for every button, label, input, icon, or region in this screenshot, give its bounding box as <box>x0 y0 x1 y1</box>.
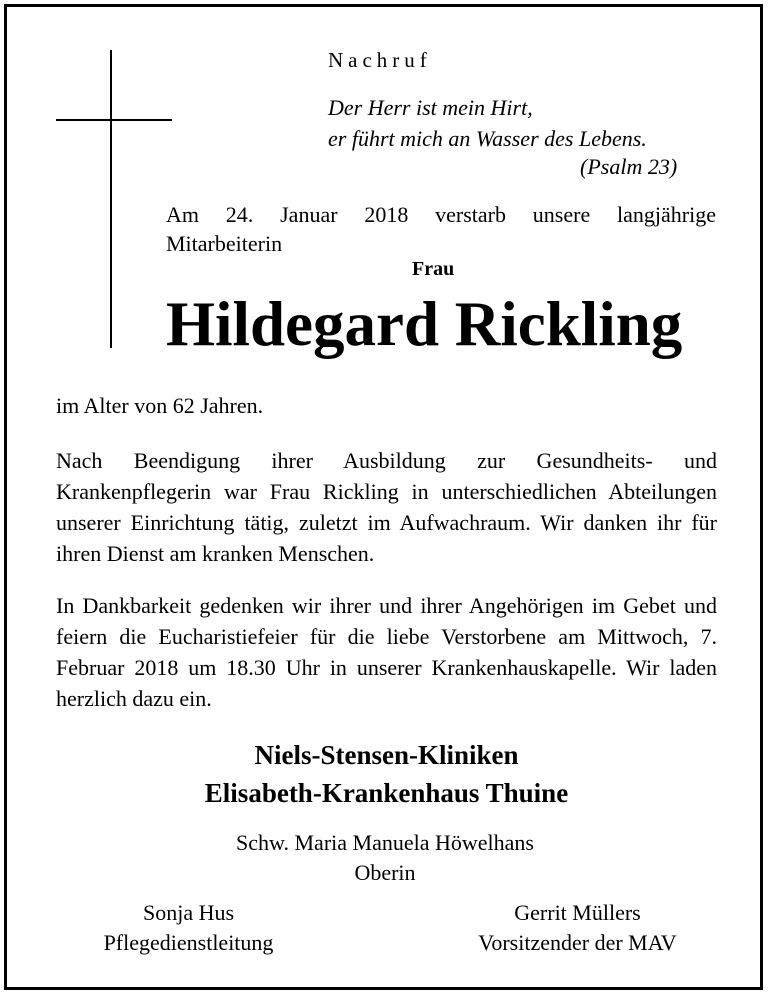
notice-heading: Nachruf <box>328 48 432 72</box>
signature-right-role: Vorsitzender der MAV <box>478 930 677 955</box>
age-line: im Alter von 62 Jahren. <box>56 393 264 418</box>
signature-left-role: Pflegedienstleitung <box>103 930 274 955</box>
intro-line-1: Am 24. Januar 2018 verstarb unsere langjährige <box>166 202 716 227</box>
signature-left-name: Sonja Hus <box>142 900 235 925</box>
signature-main-name: Schw. Maria Manuela Höwelhans <box>236 830 534 855</box>
psalm-line-1: Der Herr ist mein Hirt, <box>328 95 533 120</box>
organization-name: Niels-Stensen-Kliniken <box>254 740 519 770</box>
psalm-reference: (Psalm 23) <box>580 154 678 179</box>
service-paragraph: In Dankbarkeit gedenken wir ihrer und ihrer Angehörigen im Gebet und feiern die Eucharistiefeier für die liebe Verstorbene am Mittwoch, 7. Februar 2018 um 18.30 Uhr in unserer Krankenhauskapelle. Wir laden herzlich dazu ein. <box>56 593 717 711</box>
cross-icon-horizontal <box>56 119 172 121</box>
hospital-name: Elisabeth-Krankenhaus Thuine <box>204 778 569 808</box>
signature-left <box>56 898 321 958</box>
intro-line-2: Mitarbeiterin <box>166 231 283 256</box>
signature-right-name: Gerrit Müllers <box>514 900 641 925</box>
psalm-line-2: er führt mich an Wasser des Lebens. <box>328 126 647 151</box>
signature-main <box>210 828 560 888</box>
cross-icon-vertical <box>110 50 112 348</box>
signature-main-role: Oberin <box>354 860 416 885</box>
deceased-name: Hildegard Rickling <box>166 289 683 359</box>
career-paragraph: Nach Beendigung ihrer Ausbildung zur Gesundheits- und Krankenpflegerin war Frau Rickling in unterschiedlichen Abteilungen unserer Einrichtung tätig, zuletzt im Aufwachraum. Wir danken ihr für ihren Dienst am kranken Menschen. <box>56 448 717 566</box>
psalm-quote <box>328 92 647 154</box>
signature-right <box>440 898 715 958</box>
honorific: Frau <box>412 258 455 280</box>
